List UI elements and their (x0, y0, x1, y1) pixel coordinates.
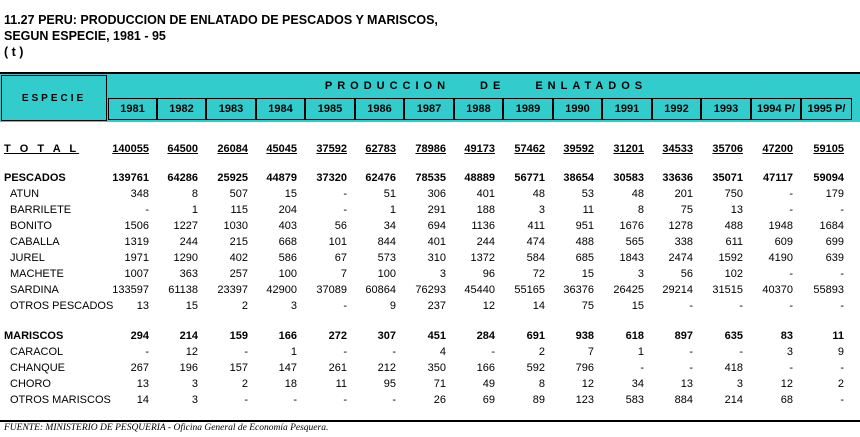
table-cell: 2 (241, 300, 248, 312)
table-cell: 1506 (124, 220, 149, 232)
table-cell: 750 (724, 188, 743, 200)
table-cell: - (491, 346, 495, 358)
table-cell: 49 (482, 378, 495, 390)
table-cell: 411 (527, 220, 545, 232)
table-cell: 3 (538, 204, 545, 216)
title-line-2: SEGUN ESPECIE, 1981 - 95 (4, 29, 166, 43)
group-header-word-1: PRODUCCION (324, 80, 451, 92)
table-cell: 938 (575, 330, 594, 342)
table-cell: 1030 (223, 220, 248, 232)
table-cell: 488 (724, 220, 743, 232)
table-cell: 1278 (668, 220, 693, 232)
column-header-year: 1985 (305, 98, 355, 120)
table-cell: 212 (377, 362, 396, 374)
table-cell: 26425 (613, 284, 644, 296)
table-cell: - (343, 394, 347, 406)
table-cell: 584 (526, 252, 545, 264)
table-cell: 13 (136, 300, 149, 312)
row-label: CHORO (10, 378, 51, 390)
table-cell: 694 (427, 220, 446, 232)
table-cell: 294 (130, 330, 149, 342)
table-cell: 1948 (768, 220, 793, 232)
table-cell: 123 (575, 394, 594, 406)
table-cell: 1592 (718, 252, 743, 264)
table-cell: - (789, 300, 793, 312)
source-note: FUENTE: MINISTERIO DE PESQUERIA - Oficina General de Economía Pesquera. (4, 423, 329, 433)
table-cell: 89 (532, 394, 545, 406)
table-cell: 2 (538, 346, 545, 358)
table-cell: 348 (130, 188, 149, 200)
column-header-year: 1989 (503, 98, 553, 120)
table-cell: 401 (427, 236, 446, 248)
table-cell: 36376 (563, 284, 594, 296)
table-cell: - (789, 188, 793, 200)
table-cell: 418 (724, 362, 743, 374)
table-cell: 586 (278, 252, 297, 264)
table-cell: 40370 (762, 284, 793, 296)
table-cell: 14 (136, 394, 149, 406)
row-label: OTROS PESCADOS (10, 300, 114, 312)
table-cell: 44879 (266, 172, 297, 184)
column-header-year: 1992 (652, 98, 701, 120)
table-cell: 139761 (112, 172, 149, 184)
table-cell: 140055 (112, 143, 149, 155)
data-table (0, 72, 860, 422)
table-cell: - (689, 300, 693, 312)
table-cell: 188 (476, 204, 495, 216)
row-label: OTROS MARISCOS (10, 394, 111, 406)
table-cell: 72 (532, 268, 545, 280)
table-cell: 56 (680, 268, 693, 280)
table-cell: - (689, 346, 693, 358)
table-cell: 61138 (168, 284, 198, 296)
row-label: ATUN (10, 188, 40, 200)
table-cell: 796 (575, 362, 594, 374)
table-cell: 1227 (173, 220, 198, 232)
table-cell: - (343, 204, 347, 216)
table-cell: 685 (575, 252, 594, 264)
table-cell: 48889 (464, 172, 495, 184)
column-header-year: 1984 (256, 98, 305, 120)
row-label: CABALLA (10, 236, 60, 248)
table-cell: 78986 (415, 143, 446, 155)
table-cell: 691 (526, 330, 545, 342)
table-cell: 60864 (365, 284, 396, 296)
table-cell: 1676 (619, 220, 644, 232)
table-cell: 64286 (167, 172, 198, 184)
column-header-year: 1987 (404, 98, 454, 120)
table-cell: 844 (377, 236, 396, 248)
table-cell: 1843 (619, 252, 644, 264)
table-cell: 1684 (819, 220, 844, 232)
table-cell: 62476 (365, 172, 396, 184)
group-header-word-2: DE (480, 80, 506, 92)
table-cell: 159 (229, 330, 248, 342)
table-cell: 69 (482, 394, 495, 406)
table-cell: 2474 (668, 252, 693, 264)
table-cell: 75 (581, 300, 594, 312)
table-cell: 133597 (112, 284, 149, 296)
table-cell: 583 (625, 394, 644, 406)
table-cell: 204 (278, 204, 297, 216)
table-cell: 11 (582, 204, 594, 216)
table-cell: - (640, 362, 644, 374)
table-cell: 15 (185, 300, 198, 312)
table-cell: 49173 (464, 143, 495, 155)
table-cell: - (840, 300, 844, 312)
table-cell: 3 (637, 268, 644, 280)
table-cell: 100 (377, 268, 396, 280)
table-cell: 12 (185, 346, 198, 358)
table-cell: - (840, 268, 844, 280)
table-cell: 59094 (813, 172, 844, 184)
table-cell: 1319 (124, 236, 149, 248)
table-cell: 96 (482, 268, 495, 280)
table-cell: 1007 (124, 268, 149, 280)
table-cell: 488 (575, 236, 594, 248)
table-cell: - (343, 188, 347, 200)
table-cell: 267 (130, 362, 149, 374)
table-cell: - (789, 362, 793, 374)
table-cell: 196 (179, 362, 198, 374)
table-cell: - (689, 362, 693, 374)
table-cell: 3 (191, 378, 198, 390)
column-header-especie: ESPECIE (1, 75, 107, 121)
table-cell: 75 (680, 204, 693, 216)
table-cell: 55893 (813, 284, 844, 296)
table-cell: 26 (433, 394, 446, 406)
table-cell: - (789, 204, 793, 216)
table-cell: 573 (377, 252, 396, 264)
table-cell: 9 (389, 300, 396, 312)
table-cell: 39592 (563, 143, 594, 155)
table-cell: - (244, 394, 248, 406)
table-cell: 31515 (712, 284, 743, 296)
table-cell: 29214 (662, 284, 693, 296)
table-cell: 1 (290, 346, 297, 358)
table-cell: 34 (631, 378, 644, 390)
table-cell: - (343, 346, 347, 358)
table-cell: 48 (532, 188, 545, 200)
table-cell: 38654 (563, 172, 594, 184)
row-label: T O T A L (4, 143, 80, 155)
table-cell: 9 (837, 346, 844, 358)
table-cell: 76293 (415, 284, 446, 296)
row-label: PESCADOS (4, 172, 66, 184)
table-cell: 897 (674, 330, 693, 342)
table-cell: 166 (278, 330, 297, 342)
table-cell: - (343, 300, 347, 312)
table-cell: 3 (290, 300, 297, 312)
table-cell: 34 (383, 220, 396, 232)
group-header-word-3: ENLATADOS (535, 80, 648, 92)
table-cell: - (244, 346, 248, 358)
table-cell: 37592 (316, 143, 347, 155)
table-cell: 2 (837, 378, 844, 390)
column-header-year: 1986 (355, 98, 404, 120)
table-cell: 13 (136, 378, 149, 390)
table-cell: 179 (825, 188, 844, 200)
table-cell: 668 (278, 236, 297, 248)
table-cell: 15 (631, 300, 644, 312)
row-label: MACHETE (10, 268, 64, 280)
column-header-year: 1982 (157, 98, 206, 120)
row-label: SARDINA (10, 284, 59, 296)
table-cell: 350 (427, 362, 446, 374)
table-cell: 214 (724, 394, 743, 406)
table-cell: 15 (284, 188, 297, 200)
table-cell: 310 (427, 252, 446, 264)
table-cell: 48 (631, 188, 644, 200)
table-cell: 64500 (167, 143, 198, 155)
table-cell: 884 (674, 394, 693, 406)
table-cell: - (840, 204, 844, 216)
table-cell: 101 (328, 236, 347, 248)
table-cell: 14 (532, 300, 545, 312)
table-cell: 401 (476, 188, 495, 200)
title-line-1: 11.27 PERU: PRODUCCION DE ENLATADO DE PESCADOS Y MARISCOS, (4, 13, 438, 27)
table-cell: 618 (625, 330, 644, 342)
table-cell: 13 (730, 204, 743, 216)
table-cell: 4 (439, 346, 446, 358)
table-cell: 3 (191, 394, 198, 406)
column-header-year: 1995 P/ (801, 98, 852, 120)
table-cell: 68 (780, 394, 793, 406)
table-cell: 2 (241, 378, 248, 390)
table-title (4, 12, 438, 60)
table-cell: 402 (229, 252, 248, 264)
table-cell: 451 (427, 330, 446, 342)
table-cell: 13 (680, 378, 693, 390)
table-cell: 34533 (662, 143, 693, 155)
column-header-year: 1981 (108, 98, 157, 120)
table-cell: 8 (637, 204, 644, 216)
row-label: JUREL (10, 252, 45, 264)
table-cell: 338 (674, 236, 693, 248)
table-cell: 11 (832, 330, 844, 342)
table-cell: 3 (786, 346, 793, 358)
table-cell: 83 (780, 330, 793, 342)
table-cell: 78535 (415, 172, 446, 184)
table-cell: 55165 (514, 284, 545, 296)
table-cell: 102 (724, 268, 743, 280)
table-header (0, 74, 860, 122)
table-cell: 11 (335, 378, 347, 390)
table-cell: - (739, 346, 743, 358)
row-label: CHANQUE (10, 362, 66, 374)
table-cell: 35706 (712, 143, 743, 155)
table-cell: 37089 (316, 284, 347, 296)
row-label: BONITO (10, 220, 52, 232)
table-cell: 4190 (768, 252, 793, 264)
table-cell: 59105 (813, 143, 844, 155)
table-cell: 565 (625, 236, 644, 248)
table-cell: 100 (278, 268, 297, 280)
table-cell: 215 (229, 236, 248, 248)
table-cell: 62783 (365, 143, 396, 155)
table-cell: 25925 (217, 172, 248, 184)
table-cell: 1 (191, 204, 198, 216)
table-cell: 507 (229, 188, 248, 200)
row-label: CARACOL (10, 346, 64, 358)
column-header-year: 1993 (701, 98, 751, 120)
table-cell: 244 (179, 236, 198, 248)
table-cell: 56771 (514, 172, 545, 184)
table-cell: 639 (825, 252, 844, 264)
table-cell: 1136 (471, 220, 495, 232)
table-cell: 592 (526, 362, 545, 374)
table-cell: 47117 (763, 172, 793, 184)
table-cell: 403 (278, 220, 297, 232)
table-cell: 201 (674, 188, 693, 200)
table-cell: 51 (383, 188, 396, 200)
table-cell: 1290 (173, 252, 198, 264)
table-cell: 12 (482, 300, 495, 312)
table-cell: 8 (538, 378, 545, 390)
table-cell: 474 (526, 236, 545, 248)
table-cell: 8 (191, 188, 198, 200)
table-cell: - (739, 300, 743, 312)
table-cell: 67 (334, 252, 347, 264)
table-cell: 244 (476, 236, 495, 248)
table-cell: 31201 (613, 143, 644, 155)
table-cell: 1 (637, 346, 644, 358)
table-cell: 237 (427, 300, 446, 312)
table-cell: 18 (284, 378, 297, 390)
table-cell: 1971 (124, 252, 149, 264)
table-cell: 45045 (266, 143, 297, 155)
table-cell: - (789, 268, 793, 280)
row-label: BARRILETE (10, 204, 72, 216)
table-cell: 7 (587, 346, 594, 358)
column-group-header (108, 74, 860, 98)
table-cell: 157 (229, 362, 248, 374)
table-cell: - (840, 362, 844, 374)
column-header-year: 1991 (602, 98, 652, 120)
table-cell: 35071 (712, 172, 743, 184)
table-cell: 45440 (464, 284, 495, 296)
table-cell: 1 (389, 204, 396, 216)
table-cell: 33636 (662, 172, 693, 184)
column-header-year: 1990 (553, 98, 602, 120)
table-cell: 257 (229, 268, 248, 280)
table-cell: - (293, 394, 297, 406)
table-cell: 42900 (266, 284, 297, 296)
table-cell: 284 (476, 330, 495, 342)
table-cell: 57462 (514, 143, 545, 155)
table-cell: 7 (340, 268, 347, 280)
table-cell: 609 (774, 236, 793, 248)
table-cell: 12 (780, 378, 793, 390)
table-cell: 30583 (613, 172, 644, 184)
table-cell: 71 (433, 378, 446, 390)
table-cell: 635 (724, 330, 743, 342)
table-cell: - (840, 394, 844, 406)
row-label: MARISCOS (4, 330, 64, 342)
table-cell: 95 (383, 378, 396, 390)
table-cell: 291 (427, 204, 446, 216)
table-cell: 56 (334, 220, 347, 232)
table-cell: 23397 (217, 284, 248, 296)
table-cell: 261 (328, 362, 347, 374)
table-cell: 214 (179, 330, 198, 342)
table-cell: 699 (825, 236, 844, 248)
table-cell: 3 (439, 268, 446, 280)
table-cell: 147 (278, 362, 297, 374)
table-cell: 951 (575, 220, 594, 232)
table-cell: 363 (179, 268, 198, 280)
table-cell: 115 (230, 204, 248, 216)
table-cell: 306 (427, 188, 446, 200)
table-cell: 272 (328, 330, 347, 342)
table-cell: 12 (581, 378, 594, 390)
table-cell: 166 (476, 362, 495, 374)
table-cell: 47200 (762, 143, 793, 155)
table-cell: - (145, 204, 149, 216)
table-cell: - (392, 346, 396, 358)
column-header-year: 1988 (454, 98, 503, 120)
table-cell: - (392, 394, 396, 406)
column-header-year: 1994 P/ (751, 98, 801, 120)
title-line-3: ( t ) (4, 45, 24, 59)
table-cell: 15 (581, 268, 594, 280)
table-cell: 26084 (217, 143, 248, 155)
table-cell: 53 (581, 188, 594, 200)
table-cell: 37320 (316, 172, 347, 184)
table-cell: - (145, 346, 149, 358)
column-header-year: 1983 (206, 98, 256, 120)
table-cell: 1372 (470, 252, 495, 264)
table-cell: 3 (736, 378, 743, 390)
table-cell: 307 (377, 330, 396, 342)
table-cell: 611 (725, 236, 743, 248)
